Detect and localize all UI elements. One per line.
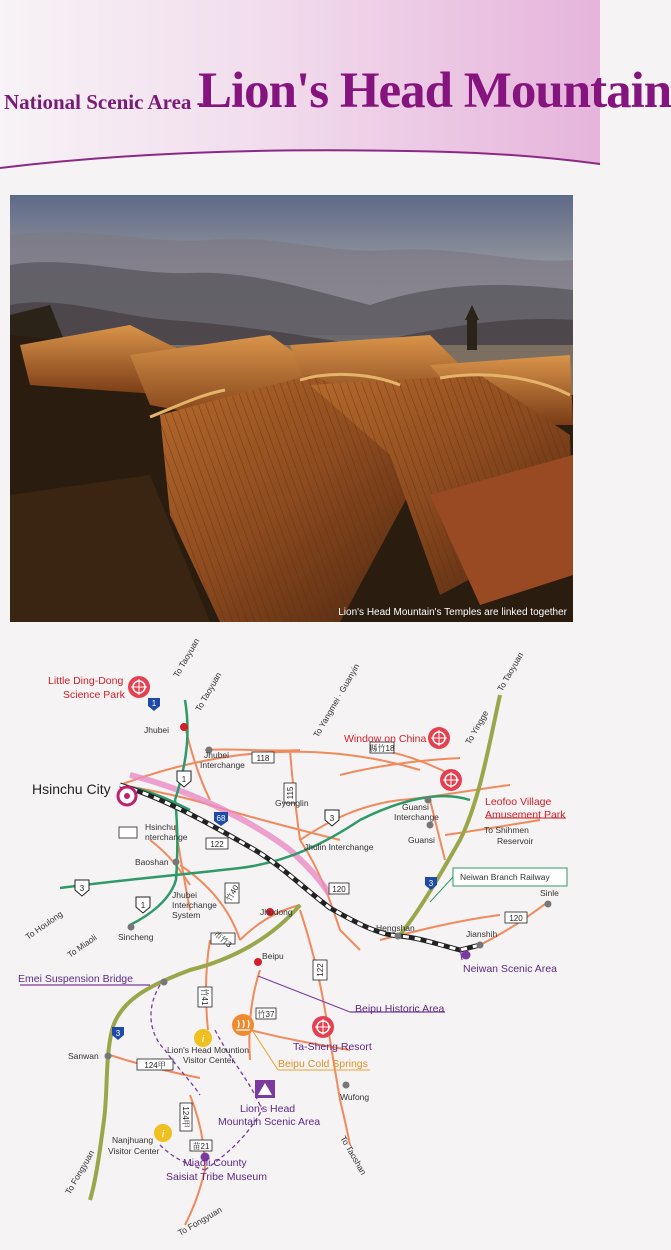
route-label: 1 — [151, 699, 157, 708]
route-label: 120 — [332, 885, 346, 894]
place-label: Baoshan — [135, 857, 169, 867]
route-label: 竹41 — [200, 988, 209, 1006]
header-wave-decoration — [0, 130, 600, 180]
attraction-label: Neiwan Scenic Area — [463, 963, 557, 975]
route-label: 3 — [115, 1029, 121, 1038]
neiwan-dot — [462, 951, 471, 960]
place-label: Sinle — [540, 888, 559, 898]
direction-label: To Houlong — [23, 908, 65, 942]
place-label: Sincheng — [118, 932, 154, 942]
place-label: Beipu — [262, 951, 284, 961]
direction-label: To Yingge — [463, 708, 491, 746]
map-canvas — [0, 636, 600, 1245]
svg-text:i: i — [161, 1128, 165, 1140]
attraction-label: Amusement Park — [485, 809, 566, 821]
route-label: 124甲 — [181, 1106, 190, 1128]
place-label: Jhubei — [204, 750, 230, 760]
route-label: 市竹3 — [211, 929, 234, 950]
attraction-label: Emei Suspension Bridge — [18, 973, 133, 985]
route-label: 3 — [79, 884, 85, 893]
route-label: 竹40 — [224, 883, 241, 903]
ferris-wheel-icon — [312, 1016, 334, 1038]
direction-label: To Miaoli — [65, 932, 99, 960]
attraction-label: Lion's Head — [240, 1103, 296, 1115]
route-label: 苗21 — [192, 1142, 210, 1151]
route-label: 3 — [329, 814, 335, 823]
place-label: Hengshan — [376, 923, 415, 933]
scenic-area-icon — [255, 1080, 275, 1098]
place-label: Nanjhuang — [112, 1135, 154, 1145]
place-label: Jhudong — [260, 907, 293, 917]
attraction-label: Beipu Cold Springs — [278, 1058, 368, 1070]
route-label: 1 — [140, 901, 146, 910]
route-label: 115 — [286, 786, 295, 800]
hot-spring-icon — [232, 1014, 254, 1036]
railway-label: Neiwan Branch Railway — [460, 872, 550, 882]
page-title: Lion's Head Mountain — [198, 63, 671, 119]
route-label: 122 — [210, 840, 224, 849]
temple-rooftops-image — [10, 195, 573, 622]
place-label: Wufong — [340, 1092, 370, 1102]
info-icon — [154, 1124, 172, 1142]
route-label: 120 — [509, 914, 523, 923]
place-label: Hsinchu — [145, 822, 176, 832]
place-label: Jianshih — [466, 929, 498, 939]
direction-label: To Taoyuan — [193, 670, 224, 713]
route-label: 竹37 — [257, 1010, 275, 1019]
attraction-label: Saisiat Tribe Museum — [166, 1171, 267, 1183]
place-label: Lion's Head Mountion — [167, 1045, 249, 1055]
place-label: Jhubei — [172, 890, 198, 900]
place-label: Interchange — [200, 760, 245, 770]
place-label: Gyonglin — [275, 798, 309, 808]
direction-label: To Taoshan — [338, 1134, 369, 1177]
place-label: Visitor Center — [108, 1146, 160, 1156]
place-label: Interchange — [394, 812, 439, 822]
place-label: Jhulin Interchange — [304, 842, 374, 852]
place-label: System — [172, 910, 201, 920]
header-banner — [0, 0, 671, 170]
header-subtitle: National Scenic Area -- — [4, 90, 211, 114]
svg-text:i: i — [201, 1033, 205, 1045]
place-label: To Shihmen — [484, 825, 529, 835]
place-label: Interchange — [172, 900, 217, 910]
place-label: Guansi — [408, 835, 435, 845]
ferris-wheel-icon — [440, 769, 462, 791]
ferris-wheel-icon — [428, 727, 450, 749]
temple-photo — [10, 195, 573, 622]
route-label: 1 — [181, 775, 187, 784]
route-label: 3 — [428, 879, 434, 888]
area-map — [0, 636, 600, 1245]
place-label: Visitor Center — [183, 1055, 235, 1065]
attraction-label: Mountain Scenic Area — [218, 1116, 321, 1128]
photo-caption: Lion's Head Mountain's Temples are linked together — [338, 607, 567, 618]
route-label: 118 — [256, 754, 270, 763]
direction-label: To Fongyuan — [176, 1204, 224, 1238]
route-label: 68 — [216, 814, 226, 823]
attraction-label: Beipu Historic Area — [355, 1003, 445, 1015]
attraction-label: Science Park — [63, 689, 125, 701]
place-label: Sanwan — [68, 1051, 99, 1061]
place-label: Reservoir — [497, 836, 534, 846]
place-label: nterchange — [145, 832, 188, 842]
route-label: 縣竹18 — [369, 744, 395, 753]
city-label: Hsinchu City — [32, 781, 111, 797]
direction-label: To Fongyuan — [63, 1148, 97, 1196]
route-label: 122 — [316, 963, 325, 977]
direction-label: To Taoyuan — [171, 636, 202, 679]
attraction-label: Little Ding-Dong — [48, 675, 124, 687]
attraction-label: Miaoli County — [183, 1157, 247, 1169]
attraction-label: Window on China — [344, 733, 427, 745]
direction-label: To Taoyuan — [495, 650, 526, 693]
place-label: Guansi — [402, 802, 429, 812]
attraction-label: Leofoo Village — [485, 796, 552, 808]
ferris-wheel-icon — [128, 676, 150, 698]
attraction-label: Ta-Sheng Resort — [293, 1041, 372, 1053]
route-label: 124甲 — [144, 1061, 166, 1070]
direction-label: To Yangmei · Guanyin — [311, 661, 362, 739]
place-label: Jhubei — [144, 725, 170, 735]
